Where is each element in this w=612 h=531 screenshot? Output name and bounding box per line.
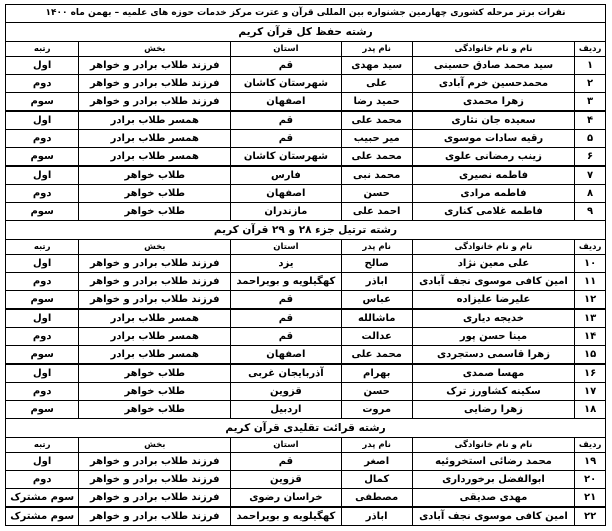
cell-row-number: ۲۱: [575, 489, 606, 508]
cell-full-name: محمد رضائی استخروئیه: [412, 453, 574, 471]
cell-father-name: حسن: [341, 185, 412, 203]
table-row: [6, 471, 606, 489]
table-row: [6, 328, 606, 346]
cell-full-name: علی معین نژاد: [412, 255, 574, 273]
cell-row-number: ۶: [575, 148, 606, 167]
column-header-father-name: نام پدر: [341, 42, 412, 57]
column-header-row-number: ردیف: [575, 42, 606, 57]
cell-row-number: ۲۲: [575, 507, 606, 526]
column-header-father-name: نام پدر: [341, 438, 412, 453]
cell-full-name: سید محمد صادق حسینی: [412, 57, 574, 75]
cell-row-number: ۹: [575, 203, 606, 221]
cell-father-name: بهرام: [341, 364, 412, 383]
cell-category: فرزند طلاب برادر و خواهر: [79, 489, 231, 508]
cell-father-name: اصغر: [341, 453, 412, 471]
cell-father-name: سید مهدی: [341, 57, 412, 75]
cell-row-number: ۱۲: [575, 291, 606, 310]
cell-father-name: اباذر: [341, 507, 412, 526]
cell-rank: دوم: [6, 328, 79, 346]
cell-category: همسر طلاب برادر: [79, 328, 231, 346]
cell-province: یزد: [231, 255, 341, 273]
table-row: [6, 346, 606, 365]
cell-full-name: فاطمه غلامی کناری: [412, 203, 574, 221]
cell-row-number: ۱۰: [575, 255, 606, 273]
cell-category: همسر طلاب برادر: [79, 111, 231, 130]
cell-father-name: صالح: [341, 255, 412, 273]
cell-rank: اول: [6, 166, 79, 185]
table-row: [6, 364, 606, 383]
cell-row-number: ۱۴: [575, 328, 606, 346]
cell-category: فرزند طلاب برادر و خواهر: [79, 93, 231, 112]
cell-father-name: اباذر: [341, 273, 412, 291]
cell-father-name: علی: [341, 75, 412, 93]
section-title: رشته ترتیل جزء ۲۸ و ۲۹ قرآن کریم: [6, 221, 606, 240]
column-header-full-name: نام و نام خانوادگی: [412, 42, 574, 57]
cell-row-number: ۱۷: [575, 383, 606, 401]
cell-full-name: رقیه سادات موسوی: [412, 130, 574, 148]
cell-row-number: ۱۹: [575, 453, 606, 471]
column-header-rank: رتبه: [6, 240, 79, 255]
cell-row-number: ۲۰: [575, 471, 606, 489]
table-row: [6, 57, 606, 75]
table-row: [6, 401, 606, 419]
cell-rank: اول: [6, 364, 79, 383]
column-header-category: بخش: [79, 240, 231, 255]
cell-row-number: ۱۸: [575, 401, 606, 419]
cell-father-name: محمد علی: [341, 111, 412, 130]
cell-father-name: عباس: [341, 291, 412, 310]
column-header-row-number: ردیف: [575, 438, 606, 453]
cell-full-name: زهرا قاسمی دستجردی: [412, 346, 574, 365]
column-header-rank: رتبه: [6, 438, 79, 453]
cell-category: فرزند طلاب برادر و خواهر: [79, 291, 231, 310]
cell-row-number: ۱۵: [575, 346, 606, 365]
cell-category: فرزند طلاب برادر و خواهر: [79, 273, 231, 291]
cell-province: قم: [231, 130, 341, 148]
column-header-category: بخش: [79, 42, 231, 57]
column-header-rank: رتبه: [6, 42, 79, 57]
cell-rank: سوم: [6, 346, 79, 365]
table-row: [6, 93, 606, 112]
cell-province: اصفهان: [231, 185, 341, 203]
column-header-father-name: نام پدر: [341, 240, 412, 255]
table-row: [6, 166, 606, 185]
cell-province: کهگیلویه و بویراحمد: [231, 273, 341, 291]
cell-father-name: میر حبیب: [341, 130, 412, 148]
cell-full-name: سعیده جان نثاری: [412, 111, 574, 130]
cell-row-number: ۳: [575, 93, 606, 112]
table-row: [6, 453, 606, 471]
table-row: [6, 148, 606, 167]
table-row: [6, 291, 606, 310]
cell-province: اصفهان: [231, 346, 341, 365]
cell-full-name: محمدحسین خرم آبادی: [412, 75, 574, 93]
cell-category: طلاب خواهر: [79, 166, 231, 185]
cell-father-name: عدالت: [341, 328, 412, 346]
cell-rank: اول: [6, 57, 79, 75]
table-row: [6, 489, 606, 508]
cell-province: اصفهان: [231, 93, 341, 112]
cell-category: فرزند طلاب برادر و خواهر: [79, 255, 231, 273]
table-row: [6, 203, 606, 221]
cell-province: قم: [231, 328, 341, 346]
cell-row-number: ۲: [575, 75, 606, 93]
cell-province: قم: [231, 453, 341, 471]
column-header-province: استان: [231, 240, 341, 255]
table-row: [6, 273, 606, 291]
cell-category: همسر طلاب برادر: [79, 148, 231, 167]
cell-province: شهرستان کاشان: [231, 148, 341, 167]
cell-rank: دوم: [6, 383, 79, 401]
cell-category: طلاب خواهر: [79, 383, 231, 401]
cell-province: قزوین: [231, 471, 341, 489]
cell-full-name: زهرا رضایی: [412, 401, 574, 419]
column-header-category: بخش: [79, 438, 231, 453]
cell-province: قم: [231, 111, 341, 130]
results-document: [5, 4, 606, 526]
table-row: [6, 507, 606, 526]
results-table: [5, 4, 606, 526]
cell-rank: اول: [6, 111, 79, 130]
section-title: رشته حفظ کل قرآن کریم: [6, 23, 606, 42]
cell-full-name: ابوالفضل برخورداری: [412, 471, 574, 489]
cell-father-name: محمد نبی: [341, 166, 412, 185]
cell-row-number: ۸: [575, 185, 606, 203]
cell-province: قم: [231, 57, 341, 75]
cell-row-number: ۴: [575, 111, 606, 130]
cell-full-name: زینب رمضانی علوی: [412, 148, 574, 167]
cell-rank: دوم: [6, 471, 79, 489]
cell-province: قم: [231, 291, 341, 310]
column-header-row-number: ردیف: [575, 240, 606, 255]
cell-full-name: مینا حسن پور: [412, 328, 574, 346]
cell-row-number: ۷: [575, 166, 606, 185]
cell-category: فرزند طلاب برادر و خواهر: [79, 75, 231, 93]
cell-rank: سوم: [6, 401, 79, 419]
cell-category: فرزند طلاب برادر و خواهر: [79, 471, 231, 489]
cell-father-name: احمد علی: [341, 203, 412, 221]
document-title: نفرات برتر مرحله کشوری چهارمین جشنواره بین المللی قرآن و عترت مرکز خدمات حوزه های علمیه – بهمن ماه ۱۴۰۰: [6, 5, 606, 23]
cell-category: فرزند طلاب برادر و خواهر: [79, 57, 231, 75]
cell-row-number: ۱: [575, 57, 606, 75]
cell-rank: اول: [6, 453, 79, 471]
cell-category: طلاب خواهر: [79, 185, 231, 203]
cell-rank: سوم مشترک: [6, 489, 79, 508]
cell-category: همسر طلاب برادر: [79, 309, 231, 328]
cell-province: مازندران: [231, 203, 341, 221]
cell-father-name: محمد علی: [341, 346, 412, 365]
cell-row-number: ۱۳: [575, 309, 606, 328]
cell-rank: دوم: [6, 185, 79, 203]
cell-rank: دوم: [6, 75, 79, 93]
section-title: رشته قرائت تقلیدی قرآن کریم: [6, 419, 606, 438]
cell-rank: سوم: [6, 148, 79, 167]
cell-rank: سوم مشترک: [6, 507, 79, 526]
cell-full-name: خدیجه دیاری: [412, 309, 574, 328]
cell-father-name: حسن: [341, 383, 412, 401]
table-row: [6, 309, 606, 328]
cell-rank: دوم: [6, 273, 79, 291]
column-header-province: استان: [231, 42, 341, 57]
cell-province: قزوین: [231, 383, 341, 401]
cell-province: اردبیل: [231, 401, 341, 419]
cell-category: طلاب خواهر: [79, 364, 231, 383]
table-row: [6, 383, 606, 401]
cell-category: همسر طلاب برادر: [79, 346, 231, 365]
cell-father-name: مروت: [341, 401, 412, 419]
cell-province: خراسان رضوی: [231, 489, 341, 508]
cell-rank: سوم: [6, 203, 79, 221]
cell-province: فارس: [231, 166, 341, 185]
cell-rank: اول: [6, 309, 79, 328]
cell-father-name: ماشالله: [341, 309, 412, 328]
cell-category: فرزند طلاب برادر و خواهر: [79, 507, 231, 526]
cell-province: کهگیلویه و بویراحمد: [231, 507, 341, 526]
cell-full-name: امین کافی موسوی نجف آبادی: [412, 507, 574, 526]
cell-full-name: مهدی صدیقی: [412, 489, 574, 508]
cell-category: فرزند طلاب برادر و خواهر: [79, 453, 231, 471]
cell-rank: اول: [6, 255, 79, 273]
cell-province: شهرستان کاشان: [231, 75, 341, 93]
cell-row-number: ۱۶: [575, 364, 606, 383]
cell-full-name: فاطمه مرادی: [412, 185, 574, 203]
cell-full-name: علیرضا علیزاده: [412, 291, 574, 310]
cell-full-name: فاطمه نصیری: [412, 166, 574, 185]
cell-category: طلاب خواهر: [79, 401, 231, 419]
table-row: [6, 130, 606, 148]
cell-province: قم: [231, 309, 341, 328]
cell-rank: سوم: [6, 93, 79, 112]
table-row: [6, 111, 606, 130]
cell-row-number: ۱۱: [575, 273, 606, 291]
table-row: [6, 75, 606, 93]
column-header-full-name: نام و نام خانوادگی: [412, 240, 574, 255]
cell-full-name: زهرا محمدی: [412, 93, 574, 112]
table-row: [6, 255, 606, 273]
cell-category: همسر طلاب برادر: [79, 130, 231, 148]
cell-full-name: سکینه کشاورز ترک: [412, 383, 574, 401]
cell-father-name: کمال: [341, 471, 412, 489]
cell-rank: سوم: [6, 291, 79, 310]
cell-rank: دوم: [6, 130, 79, 148]
column-header-full-name: نام و نام خانوادگی: [412, 438, 574, 453]
cell-father-name: حمید رضا: [341, 93, 412, 112]
column-header-province: استان: [231, 438, 341, 453]
table-row: [6, 185, 606, 203]
cell-full-name: امین کافی موسوی نجف آبادی: [412, 273, 574, 291]
cell-father-name: محمد علی: [341, 148, 412, 167]
cell-full-name: مهسا صمدی: [412, 364, 574, 383]
cell-category: طلاب خواهر: [79, 203, 231, 221]
cell-father-name: مصطفی: [341, 489, 412, 508]
cell-province: آذربایجان غربی: [231, 364, 341, 383]
cell-row-number: ۵: [575, 130, 606, 148]
